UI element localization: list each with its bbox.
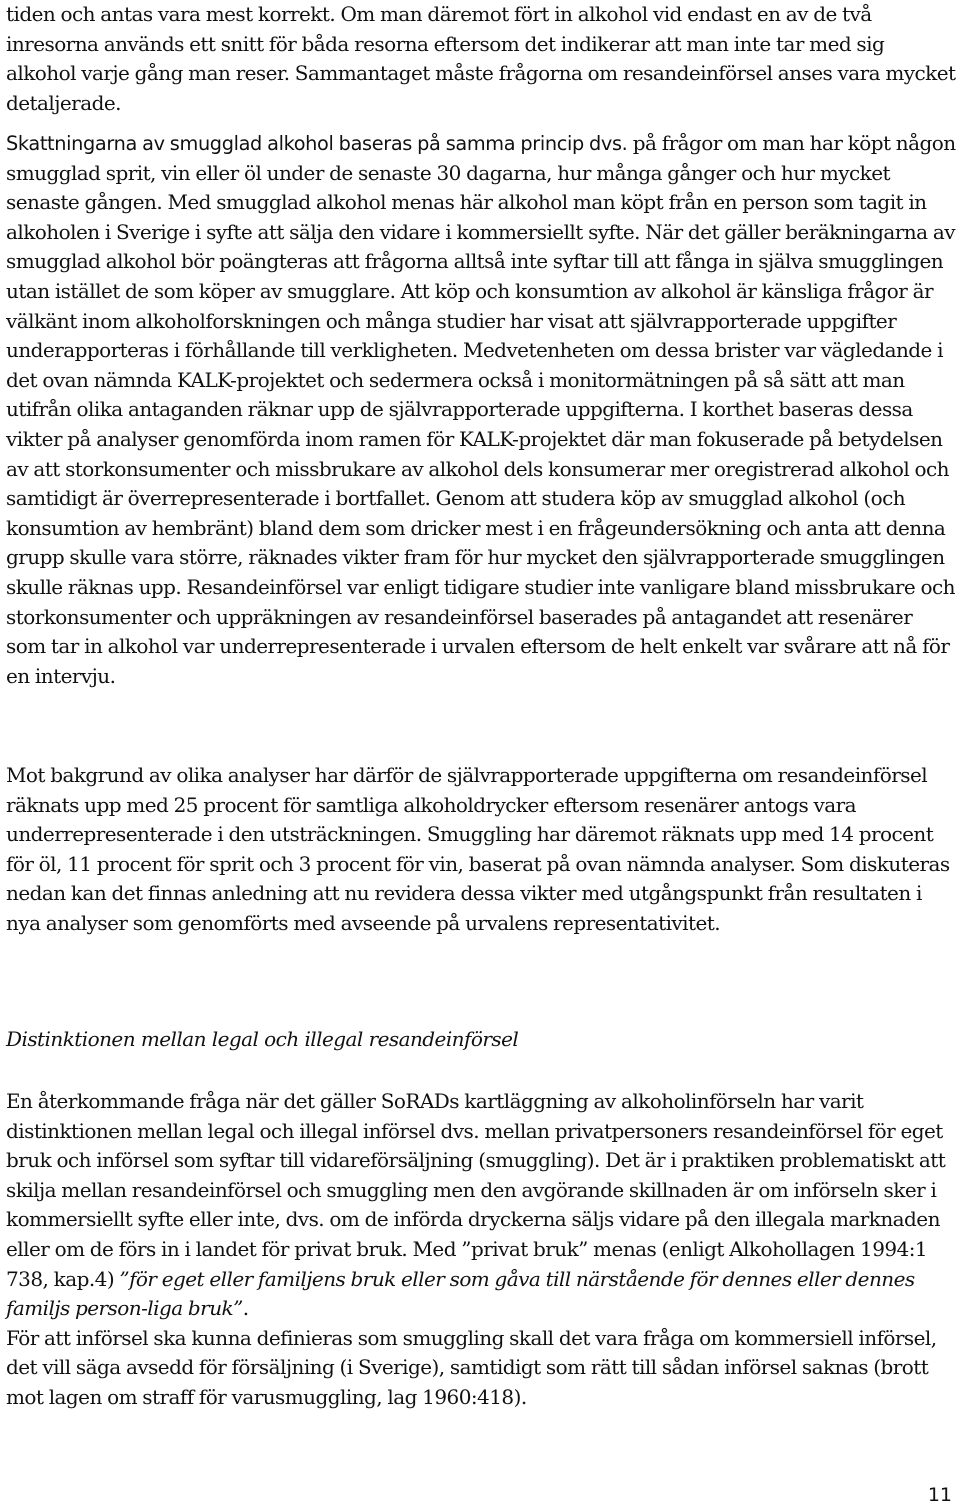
page-number: 11 (927, 1484, 952, 1506)
paragraph-smuggling (6, 129, 956, 691)
paragraph-distinction-end: . (242, 1296, 249, 1321)
paragraph-estimates-text: Mot bakgrund av olika analyser har därför de självrapporterade uppgifterna om resandeinförsel räknats upp med 25 procent för samtliga alkoholdrycker eftersom resenärer antogs vara underrepresenterade i den utsträckningen. Smuggling har däremot räknats upp med 14 procent för öl, 11 procent för sprit och 3 procent för vin, baserat på ovan nämnda analyser. Som diskuteras nedan kan det finnas anledning att nu revidera dessa vikter med utgångspunkt från resultaten i nya analyser som genomförts med avseende på urvalens representativitet. (6, 763, 950, 935)
legal-quote: ”för eget eller familjens bruk eller som gåva till närstående för dennes eller dennes familjs person-liga bruk” (6, 1266, 915, 1321)
paragraph-smuggling-text: på frågor om man har köpt någon smugglad sprit, vin eller öl under de senaste 30 dagarna, hur många gånger och hur mycket senaste gången. Med smugglad alkohol menas här alkohol man köpt från en person som tagit in alkoholen i Sverige i syfte att sälja den vidare i kommersiellt syfte. När det gäller beräkningarna av smugglad alkohol bör poängteras att frågorna alltså inte syftar till att fånga in själva smugglingen utan istället de som köper av smugglare. Att köp och konsumtion av alkohol är känsliga frågor är välkänt inom alkoholforskningen och många studier har visat att självrapporterade uppgifter underapporteras i förhållande till verkligheten. Medvetenheten om dessa brister var vägledande i det ovan nämnda KALK-projektet och sedermera också i monitormätningen på så sätt att man utifrån olika antaganden räknar upp de självrapporterade uppgifterna. I korthet baseras dessa vikter på analyser genomförda inom ramen för KALK-projektet där man fokuserade på betydelsen av att storkonsumenter och missbrukare av alkohol dels konsumerar mer oregistrerad alkohol och samtidigt är överrepresenterade i bortfallet. Genom att studera köp av smugglad alkohol (och konsumtion av hembränt) bland dem som dricker mest i en frågeundersökning och anta att denna grupp skulle vara större, räknades vikter fram för hur mycket den självrapporterade smugglingen skulle räknas upp. Resandeinförsel var enligt tidigare studier inte vanligare bland missbrukare och storkonsumenter och uppräkningen av resandeinförsel baserades på antagandet att resenärer som tar in alkohol var underrepresenterade i urvalen eftersom de helt enkelt var svårare att nå för en intervju. (6, 131, 956, 688)
paragraph-intro (6, 0, 956, 118)
section-heading: Distinktionen mellan legal och illegal resandeinförsel (6, 1027, 519, 1051)
paragraph-distinction-text: En återkommande fråga när det gäller SoRADs kartläggning av alkoholinförseln har varit distinktionen mellan legal och illegal införsel dvs. mellan privatpersoners resandeinförsel för eget bruk och införsel som syftar till vidareförsäljning (smuggling). Det är i praktiken problematiskt att skilja mellan resandeinförsel och smuggling men den avgörande skillnaden är om införseln sker i kommersiellt syfte eller inte, dvs. om de införda dryckerna säljs vidare på den illegala marknaden eller om de förs in i landet för privat bruk. Med ”privat bruk” menas (enligt Alkohollagen 1994:1 738, kap.4) (6, 1089, 946, 1291)
paragraph-definition-text: För att införsel ska kunna definieras som smuggling skall det vara fråga om kommersiell införsel, det vill säga avsedd för försäljning (i Sverige), samtidigt som rätt till sådan införsel saknas (brott mot lagen om straff för varusmuggling, lag 1960:418). (6, 1325, 937, 1409)
paragraph-distinction (6, 1087, 956, 1413)
paragraph-smuggling-lead: Skattningarna av smugglad alkohol baseras på samma princip dvs. (6, 132, 628, 155)
paragraph-intro-text: tiden och antas vara mest korrekt. Om man däremot fört in alkohol vid endast en av de två inresorna används ett snitt för båda resorna eftersom det indikerar att man inte tar med sig alkohol varje gång man reser. Sammantaget måste frågorna om resandeinförsel anses vara mycket detaljerade. (6, 2, 956, 115)
paragraph-estimates (6, 761, 956, 939)
